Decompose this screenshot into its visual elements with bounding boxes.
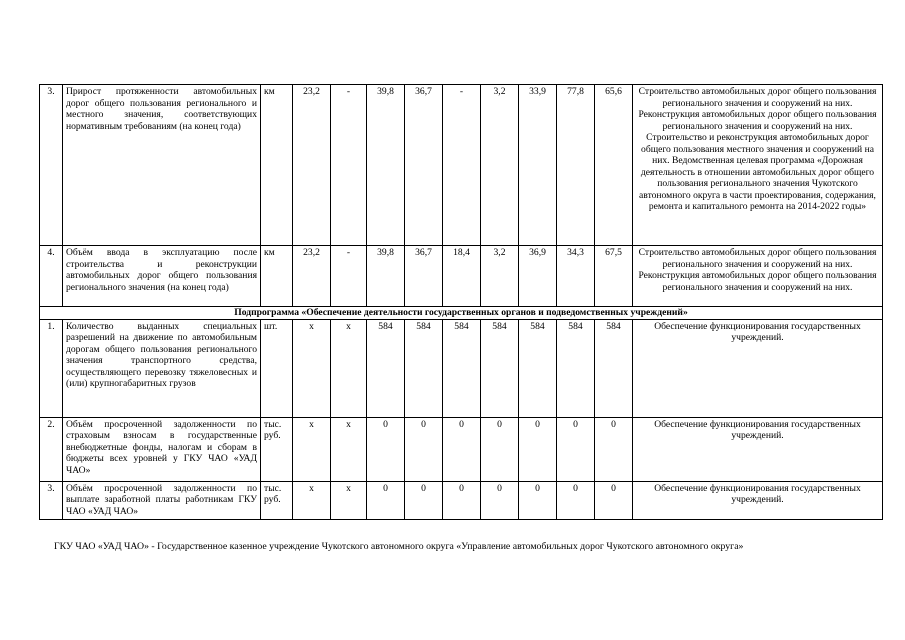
value-cell: х	[331, 417, 367, 481]
value-cell: 584	[519, 319, 557, 417]
value-cell: х	[331, 319, 367, 417]
subprogram-header-row	[40, 307, 883, 320]
value-cell: 0	[557, 481, 595, 519]
note-cell: Обеспечение функционирования государственных учреждений.	[633, 319, 883, 417]
value-cell: 36,7	[405, 246, 443, 307]
value-cell: -	[443, 85, 481, 246]
indicator-name: Объём просроченной задолженности по страховым взносам в государственные внебюджетные фонды, налогам и сборам в бюджеты всех уровней у ГКУ ЧАО «УАД ЧАО»	[63, 417, 261, 481]
value-cell: 0	[405, 481, 443, 519]
value-cell: х	[331, 481, 367, 519]
value-cell: 3,2	[481, 246, 519, 307]
row-number: 1.	[40, 319, 63, 417]
value-cell: х	[293, 319, 331, 417]
value-cell: 23,2	[293, 246, 331, 307]
value-cell: 0	[367, 417, 405, 481]
value-cell: 0	[443, 417, 481, 481]
value-cell: -	[331, 85, 367, 246]
table-row	[40, 417, 883, 481]
indicator-name: Прирост протяженности автомобильных дорог общего пользования регионального и местного значения, соответствующих нормативным требованиям (на конец года)	[63, 85, 261, 246]
row-number: 2.	[40, 417, 63, 481]
value-cell: 584	[481, 319, 519, 417]
note-cell: Строительство автомобильных дорог общего пользования регионального значения и сооружений на них. Реконструкция автомобильных дорог общего пользования регионального значения и сооружений на них.	[633, 246, 883, 307]
value-cell: 18,4	[443, 246, 481, 307]
note-cell: Обеспечение функционирования государственных учреждений.	[633, 481, 883, 519]
value-cell: 65,6	[595, 85, 633, 246]
value-cell: 0	[443, 481, 481, 519]
value-cell: 0	[595, 481, 633, 519]
subprogram-title: Подпрограмма «Обеспечение деятельности государственных органов и подведомственных учреждений»	[40, 307, 883, 320]
indicator-name: Объём ввода в эксплуатацию после строительства и реконструкции автомобильных дорог общего пользования регионального значения (на конец года)	[63, 246, 261, 307]
value-cell: 0	[405, 417, 443, 481]
row-number: 3.	[40, 85, 63, 246]
value-cell: 34,3	[557, 246, 595, 307]
footnote: ГКУ ЧАО «УАД ЧАО» - Государственное казенное учреждение Чукотского автономного округа «Управление автомобильных дорог Чукотского автономного округа»	[54, 541, 744, 552]
unit-cell: км	[261, 246, 293, 307]
value-cell: 0	[481, 481, 519, 519]
table-row	[40, 246, 883, 307]
note-cell: Строительство автомобильных дорог общего пользования регионального значения и сооружений на них. Реконструкция автомобильных дорог общего пользования регионального значения и сооружений на них. Строительство и реконструкция автомобильных дорог общего пользования местного значения и сооружений на них. Ведомственная целевая программа «Дорожная деятельность в отношении автомобильных дорог общего пользования регионального значения Чукотского автономного округа в части проектирования, содержания, ремонта и капитального ремонта на 2014-2022 годы»	[633, 85, 883, 246]
value-cell: 23,2	[293, 85, 331, 246]
note-cell: Обеспечение функционирования государственных учреждений.	[633, 417, 883, 481]
unit-cell: км	[261, 85, 293, 246]
value-cell: 0	[519, 481, 557, 519]
row-number: 4.	[40, 246, 63, 307]
value-cell: -	[331, 246, 367, 307]
value-cell: 36,9	[519, 246, 557, 307]
table-row	[40, 319, 883, 417]
value-cell: 3,2	[481, 85, 519, 246]
value-cell: 33,9	[519, 85, 557, 246]
unit-cell: тыс. руб.	[261, 481, 293, 519]
value-cell: 584	[367, 319, 405, 417]
value-cell: 584	[405, 319, 443, 417]
indicator-name: Количество выданных специальных разрешений на движение по автомобильным дорогам общего пользования регионального значения транспортного средства, осуществляющего перевозку тяжеловесных и (или) крупногабаритных грузов	[63, 319, 261, 417]
value-cell: 67,5	[595, 246, 633, 307]
value-cell: 39,8	[367, 246, 405, 307]
value-cell: 0	[519, 417, 557, 481]
unit-cell: шт.	[261, 319, 293, 417]
value-cell: 39,8	[367, 85, 405, 246]
value-cell: 77,8	[557, 85, 595, 246]
value-cell: 584	[595, 319, 633, 417]
table-row	[40, 85, 883, 246]
value-cell: 0	[557, 417, 595, 481]
indicators-table	[39, 84, 883, 520]
table-row	[40, 481, 883, 519]
value-cell: х	[293, 417, 331, 481]
value-cell: 584	[557, 319, 595, 417]
value-cell: х	[293, 481, 331, 519]
row-number: 3.	[40, 481, 63, 519]
unit-cell: тыс. руб.	[261, 417, 293, 481]
value-cell: 0	[367, 481, 405, 519]
indicator-name: Объём просроченной задолженности по выплате заработной платы работникам ГКУ ЧАО «УАД ЧАО»	[63, 481, 261, 519]
value-cell: 36,7	[405, 85, 443, 246]
value-cell: 0	[481, 417, 519, 481]
value-cell: 0	[595, 417, 633, 481]
value-cell: 584	[443, 319, 481, 417]
